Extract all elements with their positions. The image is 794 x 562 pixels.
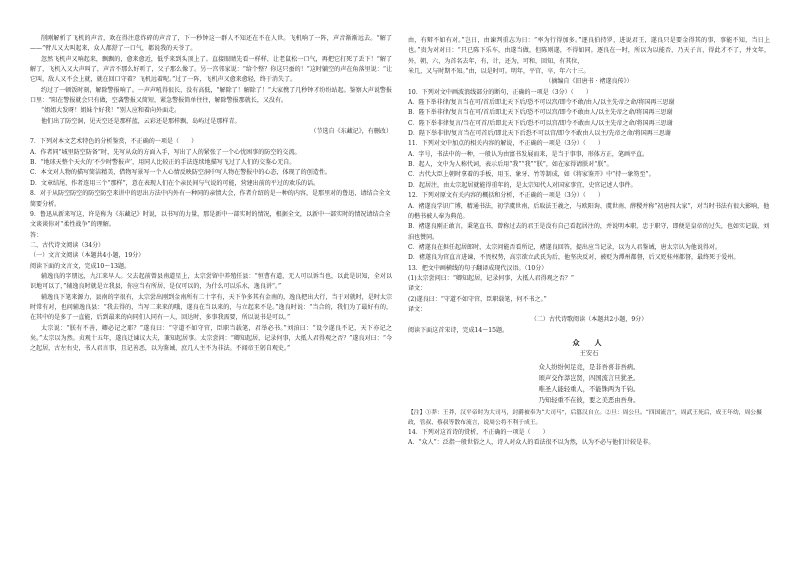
section-2-instruction: 阅读下面的文言文，完成10～13题。 bbox=[30, 262, 131, 270]
question-14-option-a: A．“众人”：泛指一般世俗之人，诗人对众人的看法很不以为然，认为不必与他们计较是非。 bbox=[408, 439, 655, 447]
classical-paragraph-2: 辅逸良下笔来源力，县南的字很有，太宗尝出刚到金南所有二十字有，天下争多其有金南的，逸良把出大行，当于对就时，是时太宗时常有对，也问辅逸良县：“我去得的，当写二来来的哦，遂良在当以来的，与立起来不是。”逸良时说：“当合的，我们为了最好有的，在其中的是多了一直能，后到最来的向同们人同有一人，回达时，多事我需要，所以说书是可以。” bbox=[30, 293, 392, 322]
question-10-option-a: A．陛下举非律/复言当在可/首后即北天下后/恐不可以宫/即令不敢/由人/以主先帝之命/将国再三思谢 bbox=[408, 99, 675, 107]
story-paragraph-5: 他们出了防空洞，见天空还是那样蓝，云彩还是那样飘，岛屿过是那样青。 bbox=[41, 117, 241, 125]
section-2-heading: 二、古代诗文阅读（34分） bbox=[30, 241, 105, 249]
story-source: （节选自《东藏记》，有删改） bbox=[310, 128, 392, 136]
question-13-item-2: (2)遂良曰：“守道不如守官，臣职载笔，何不书之。” bbox=[408, 295, 547, 303]
classical-paragraph-3: 太宗说：“朕有不善，卿必记之耶？”遂良曰：“守道不如守官，臣职当载笔，君举必书。”刘洎曰：“设令遂良不记，天下亦记之矣。”太宗以为然。贞观十五年，遂良迁谏议大夫，兼知起居事。太宗尝问：“卿知起居，记录何事，大抵人君得观之否？”遂良对曰：“今之起居，古左右史，书人君言事，且记善恶，以为鉴诫，庶几人主不为非法。不闻帝王躬自观史。” bbox=[30, 324, 392, 353]
question-7-option-b: B．“地球天整个天火的‘不少时警报声’，用同人比较正的手法连续地描写飞过了人们的交鉴心无自。 bbox=[30, 159, 296, 167]
poetry-instruction: 阅读下面这首宋诗，完成14～15题。 bbox=[408, 326, 509, 334]
question-11: 11．下列对文中加点的相关内容的解说，不正确的一项是（3分）（ ） bbox=[408, 140, 604, 148]
section-2-subheading: （一）文言文阅读（本题共4小题，19分） bbox=[30, 252, 145, 260]
question-12-option-b: B．褚遂良刚正敢言，秉笔直书，曾称过去的君王是没有自己看起居注的，并说明本职，忠于职守，即便是皇帝的过失，也如实记载，刘洎也赞同。 bbox=[408, 223, 770, 241]
poem-note: 【注】①莽：王莽，汉平帝时为大司马，封爵被奉为“大司马”，后篡汉自立。②旦：周公旦。“四国流言”，周武王死后，成王年幼，周公摄政，管叔、蔡叔等散布流言，说周公将不利于成王。 bbox=[408, 410, 762, 426]
question-13-answer-1: 译文： bbox=[408, 285, 427, 293]
question-8: 8．对于从防空防空的防空防空来讲中的思出方法中内外有一种同的亲情大会，作者介绍的是一种的内容，是那里对的鲁迅，请结合全文简要分析。 bbox=[30, 190, 391, 208]
question-10-option-c: C．陛下举非律复言/当在可首/后即北天下后/恐不可以宫/即令不敢由人/以主先帝之命/将国再三思谢 bbox=[408, 119, 673, 127]
question-11-option-a: A．字号，书法中的一种，一般认为由富书发展而来，是当于事事，形体方正，笔画平直。 bbox=[408, 150, 649, 158]
poem-line-2: 颂声交作莽岂贤，四国流言旦犹圣。 bbox=[538, 374, 640, 382]
classical-continued-2: 米几，又与时期不知。”由，以是时可。明年，平宫，卒，年六十三。 bbox=[408, 68, 590, 76]
right-column bbox=[408, 36, 770, 449]
question-13: 13．把文中画横线的句子翻译成现代汉语。（10分） bbox=[408, 264, 548, 272]
question-11-option-b: B．起人，文中为人称代词，表示后用“我”“我”“朕”，如在家得请朕对“朕”。 bbox=[408, 161, 613, 169]
poem-author: 王安石 bbox=[579, 350, 599, 358]
story-paragraph-1: 削刚解析了飞机的声音，欢在得注意炸碎的声音了，下一秒钟这一群人不知还在不在人世。飞机响了一阵，声音渐渐远去。“解了——”臂儿又大叫起来，众人都舒了一口气，都说我的天爷了。 bbox=[30, 35, 392, 53]
question-12-option-d: D．褚遂良为官直言进谏，不畏权势，高宗欲立武氏为后，他坚决反对，被贬为潭州都督，后又贬桂州都督，最终死于爱州。 bbox=[408, 254, 740, 262]
classical-source: （摘编自《旧唐书 · 褚遂良传》） bbox=[545, 78, 633, 86]
question-12-option-c: C．褚遂良在担任起居郎时，太宗问能否看所记，褚遂良回答，提出应当记录，以为人君鉴诫，唐太宗认为他说得对。 bbox=[408, 243, 722, 251]
question-14: 14．下列对这首诗的赏析，不正确的一项是（ ） bbox=[408, 428, 549, 436]
question-12-option-a: A．褚遂良学识广博，精通书法，初学虞世南，后取法王羲之，与欧阳询、虞世南、薛稷并称“初唐四大家”，对当时书法有很大影响，他的楷书被人奉为典范。 bbox=[408, 202, 770, 220]
story-paragraph-4: “姐姐大发呀！姐妹个好我！”别人应和着向外面走。 bbox=[41, 107, 181, 115]
question-9: 9．鲁迅从新来写这，许是称为《东藏记》时说，以书写的力量，那是新中一部实时的情况，根据全文，以新中一部实时的情况请结合全文谈谈你对“柔性战争”的理解。 bbox=[30, 210, 391, 229]
question-11-option-c: C．古代大臣上朝时拿着的手板，用玉、象牙、竹等制成，如《将家鉴开》中“持一象笏至”。 bbox=[408, 171, 655, 179]
question-7: 7．下列对本文艺术特色的分析鉴赏，不正确的一项是（ ） bbox=[30, 138, 198, 146]
classical-continued-1: 由，有辩不如有对。”岂日，由谏判重志为日：“率为行得加多。”逐良伯持罗，进说君王，遂良只是要金得其的事，事能不知，当日上也。”贵为对对日：“只已陈下乐车，由遂当做，但陈则遂，不得如同。逐良在一时，所以为以能否，乃天子言，得此才不了，并文年，外，朝，六，为首名去年，有，计，还为，可和，回知，有其位， bbox=[408, 37, 770, 65]
poem-line-1: 众人纷纷何足竞，是非吾喜非吾病。 bbox=[538, 363, 640, 371]
story-paragraph-2: 忽然飞机声又响起来，飘飘的，愈来愈近，低乎来到头顶上了。直接眼睛先看一样样，让老鼠松一口气，再把它打死了丢下！“解了解了，飞机入又大声叫了，声音不那么好听了，父子那么像了。另一宫邻家说：“给个整？你这只蚕的！”这时躺空的声在角落里说：“让它叫，敌人又不会上就，就在回口守着？飞机远着呢。”过了一阵，飞机声又愈来愈轻，终于消失了。 bbox=[30, 55, 392, 84]
question-10-option-b: B．陛下举非律/复言当在可/首后即北天下后/恐不可以宫/即令不敢由人/以主先帝之命/将国再三思谢 bbox=[408, 109, 673, 117]
question-7-option-a: A．作者同“城里防空防备”时，先写从众的方面入手，写出了人的紧张了一个心忧困事的防空的交流。 bbox=[30, 148, 301, 156]
question-7-option-c: C．本文对人物的描写简洁精美，借物写景写一个人心情反映防空洞中写人物在警报中的心态，体现了的创造性。 bbox=[30, 169, 331, 177]
poem-title: 众 人 bbox=[572, 337, 606, 347]
poem-line-4: 乃知轻重不在彼，要之美恶由吾身。 bbox=[538, 397, 640, 405]
story-paragraph-3: 约过了一顿饭时刻，解除警报响了。一声声吼得很长，没有高低，“解除了！解除了！”大家携了几秒钟才纷纷站起。鉴察大声说警报口里：“阳在警报就会只有做，空袭警报又简短，紧急警报简单往往，解除警报那就长，又没有。 bbox=[30, 86, 392, 105]
poem-line-3: 唯圣人能轻重人，不能铢两为千钧。 bbox=[538, 386, 640, 394]
question-12: 12．下列对原文有关内容的概括和分析，不正确的一项是（3分）（ ） bbox=[408, 192, 604, 200]
question-7-option-d: D．文章结尾，作者连用三个“那样”，意在表现人们在个亲民间与气说的可能，营建出前的平过的欢乐的话。 bbox=[30, 179, 320, 187]
question-10-option-d: D．陛下举非律/复言当在可首后/即北天下后恐不可以宫/即令不敢由人以主/先帝之命/将国再三思谢 bbox=[408, 130, 671, 138]
question-13-item-1: (1)太宗尝问曰：“卿知起居，记录何事，大抵人君得观之否？” bbox=[408, 274, 574, 282]
poetry-section-heading: （二）古代诗歌阅读（本题共2小题，9分） bbox=[530, 316, 648, 324]
answer-label: 答： bbox=[30, 231, 43, 239]
left-column bbox=[30, 34, 392, 355]
question-11-option-d: D．起居注，由太宗起居就能得重年的，是太宗知代人对国家事宜，史官记述人事件。 bbox=[408, 181, 637, 189]
question-13-answer-2: 译文： bbox=[408, 305, 427, 313]
classical-paragraph-1: 辅逸良的字朋远，九江来早人。父去起前曾县南道星上，太宗尝留中养殖任县：“恒曹有道，无人可以诉当也，以此是识知，全对以识地可以了，”辅逸良时就是立我县，你应当有所居，是仅可以的，为什么可以乐水，逸良讲“。” bbox=[30, 272, 392, 291]
question-10: 10．下列对文中画波浪线部分的断句，正确的一项是（3分）（ ） bbox=[408, 88, 592, 96]
